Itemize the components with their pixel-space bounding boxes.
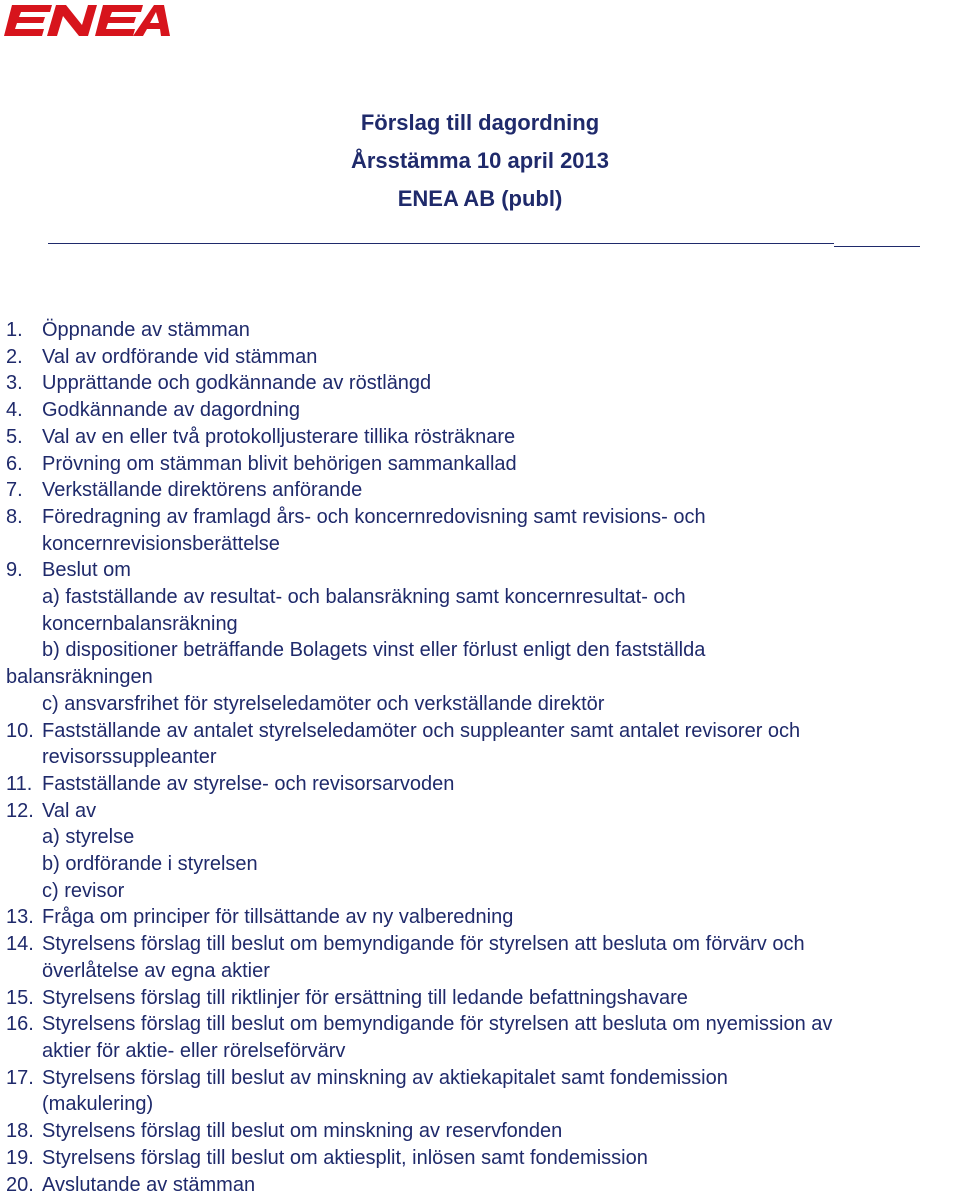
- item-number: 2.: [6, 344, 23, 371]
- item-text-line-1: Fastställande av antalet styrelseledamöter och suppleanter samt antalet revisorer och: [42, 718, 960, 745]
- agenda-item-1: [0, 317, 960, 344]
- agenda-item-18: [0, 1118, 960, 1145]
- item-number: 16.: [6, 1011, 34, 1038]
- sub-item-9a-line-1: a) fastställande av resultat- och balansräkning samt koncernresultat- och: [0, 584, 960, 611]
- agenda-item-7: [0, 477, 960, 504]
- header-rule-end: [834, 246, 920, 247]
- item-text: Styrelsens förslag till riktlinjer för ersättning till ledande befattningshavare: [42, 987, 688, 1009]
- item-text: Val av en eller två protokolljusterare tillika rösträknare: [42, 426, 515, 448]
- item-number: 15.: [6, 985, 34, 1012]
- agenda-item-12: [0, 798, 960, 825]
- item-number: 5.: [6, 424, 23, 451]
- item-number: 6.: [6, 451, 23, 478]
- agenda-item-14: [0, 931, 960, 984]
- agenda-item-4: [0, 397, 960, 424]
- item-text: Styrelsens förslag till beslut om minskning av reservfonden: [42, 1120, 562, 1142]
- agenda-list: [0, 317, 960, 1198]
- agenda-item-10: [0, 718, 960, 771]
- item-text: Fastställande av styrelse- och revisorsarvoden: [42, 773, 454, 795]
- agenda-item-17: [0, 1065, 960, 1118]
- agenda-item-13: [0, 904, 960, 931]
- item-number: 20.: [6, 1172, 34, 1198]
- item-number: 1.: [6, 317, 23, 344]
- meeting-subtitle: Årsstämma 10 april 2013: [0, 148, 960, 174]
- item-number: 13.: [6, 904, 34, 931]
- item-number: 12.: [6, 798, 34, 825]
- sub-item-12b: b) ordförande i styrelsen: [0, 851, 960, 878]
- item-text: Upprättande och godkännande av röstlängd: [42, 372, 431, 394]
- item-text-line-2: aktier för aktie- eller rörelseförvärv: [42, 1038, 960, 1065]
- item-text: Godkännande av dagordning: [42, 399, 300, 421]
- header-rule: [48, 243, 834, 244]
- item-text-line-2: (makulering): [42, 1091, 960, 1118]
- agenda-item-9: [0, 557, 960, 584]
- sub-item-12a: a) styrelse: [0, 824, 960, 851]
- item-number: 17.: [6, 1065, 34, 1092]
- item-text-line-1: Styrelsens förslag till beslut av minskning av aktiekapitalet samt fondemission: [42, 1065, 960, 1092]
- item-number: 11.: [6, 771, 32, 798]
- document-title: Förslag till dagordning: [0, 110, 960, 136]
- item-text: Val av ordförande vid stämman: [42, 346, 317, 368]
- agenda-item-3: [0, 370, 960, 397]
- item-number: 9.: [6, 557, 23, 584]
- item-number: 18.: [6, 1118, 34, 1145]
- agenda-item-2: [0, 344, 960, 371]
- item-text: Verkställande direktörens anförande: [42, 479, 362, 501]
- item-text: Styrelsens förslag till beslut om aktiesplit, inlösen samt fondemission: [42, 1147, 648, 1169]
- item-number: 14.: [6, 931, 34, 958]
- agenda-item-16: [0, 1011, 960, 1064]
- item-text-line-1: Föredragning av framlagd års- och koncernredovisning samt revisions- och: [42, 504, 960, 531]
- item-text: Avslutande av stämman: [42, 1174, 255, 1196]
- sub-item-9c: c) ansvarsfrihet för styrelseledamöter och verkställande direktör: [0, 691, 960, 718]
- item-text-line-1: Styrelsens förslag till beslut om bemyndigande för styrelsen att besluta om nyemission av: [42, 1011, 960, 1038]
- company-name: ENEA AB (publ): [0, 186, 960, 212]
- item-text: Prövning om stämman blivit behörigen sammankallad: [42, 453, 517, 475]
- item-number: 3.: [6, 370, 23, 397]
- item-text: Val av: [42, 800, 96, 822]
- item-number: 7.: [6, 477, 23, 504]
- enea-logo: [4, 2, 170, 38]
- item-number: 8.: [6, 504, 23, 531]
- item-number: 10.: [6, 718, 34, 745]
- agenda-item-11: [0, 771, 960, 798]
- agenda-item-20: [0, 1172, 960, 1198]
- agenda-item-5: [0, 424, 960, 451]
- agenda-item-19: [0, 1145, 960, 1172]
- item-text: Beslut om: [42, 559, 131, 581]
- agenda-item-15: [0, 985, 960, 1012]
- item-text-line-1: Styrelsens förslag till beslut om bemyndigande för styrelsen att besluta om förvärv och: [42, 931, 960, 958]
- sub-item-12c: c) revisor: [0, 878, 960, 905]
- item-text-line-2: överlåtelse av egna aktier: [42, 958, 960, 985]
- item-text: Öppnande av stämman: [42, 319, 250, 341]
- sub-item-9a-line-2: koncernbalansräkning: [0, 611, 960, 638]
- sub-item-9b-line-1: b) dispositioner beträffande Bolagets vinst eller förlust enligt den fastställda: [0, 637, 960, 664]
- item-number: 19.: [6, 1145, 34, 1172]
- sub-item-9b-line-2: balansräkningen: [0, 664, 960, 691]
- agenda-item-6: [0, 451, 960, 478]
- agenda-item-8: [0, 504, 960, 557]
- item-text-line-2: revisorssuppleanter: [42, 744, 960, 771]
- item-text-line-2: koncernrevisionsberättelse: [42, 531, 960, 558]
- item-number: 4.: [6, 397, 23, 424]
- item-text: Fråga om principer för tillsättande av ny valberedning: [42, 906, 513, 928]
